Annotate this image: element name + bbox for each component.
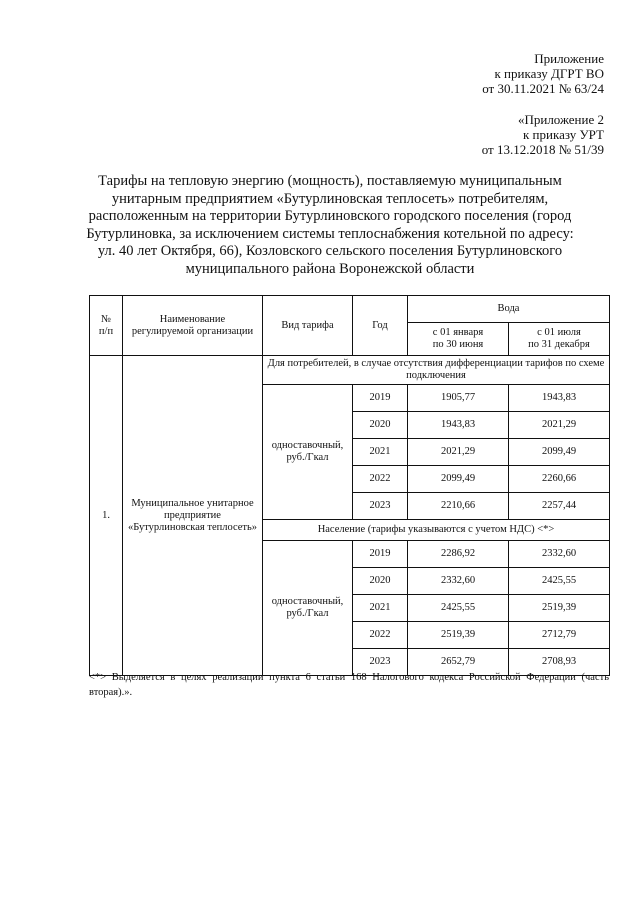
value-cell: 2099,49	[408, 466, 509, 493]
value-cell: 2021,29	[509, 412, 610, 439]
value-cell: 2708,93	[509, 649, 610, 676]
col-header-org: Наименование регулируемой организации	[123, 296, 263, 356]
appendix-original-header	[482, 112, 604, 157]
tariff-type: одноставочный, руб./Гкал	[263, 541, 353, 676]
value-cell: 2425,55	[509, 568, 610, 595]
value-cell: 2519,39	[509, 595, 610, 622]
value-cell: 2332,60	[509, 541, 610, 568]
title-line: Тарифы на тепловую энергию (мощность), поставляемую муниципальным	[98, 173, 562, 189]
year-cell: 2023	[353, 649, 408, 676]
year-cell: 2021	[353, 595, 408, 622]
header-line: к приказу УРТ	[522, 127, 604, 142]
col-header-number: № п/п	[90, 296, 123, 356]
value-cell: 1905,77	[408, 385, 509, 412]
col-header-period-2: с 01 июля по 31 декабря	[509, 323, 610, 356]
year-cell: 2023	[353, 493, 408, 520]
value-cell: 2210,66	[408, 493, 509, 520]
year-cell: 2022	[353, 622, 408, 649]
year-cell: 2020	[353, 412, 408, 439]
section-heading: Для потребителей, в случае отсутствия дифференциации тарифов по схеме подключения	[263, 356, 610, 385]
year-cell: 2020	[353, 568, 408, 595]
value-cell: 2712,79	[509, 622, 610, 649]
title-line: расположенным на территории Бутурлиновского городского поселения (город	[88, 208, 572, 224]
header-line: от 13.12.2018 № 51/39	[481, 142, 604, 157]
value-cell: 2099,49	[509, 439, 610, 466]
year-cell: 2021	[353, 439, 408, 466]
col-header-period-1: с 01 января по 30 июня	[408, 323, 509, 356]
value-cell: 2021,29	[408, 439, 509, 466]
value-cell: 2519,39	[408, 622, 509, 649]
appendix-header	[482, 51, 604, 96]
value-cell: 2286,92	[408, 541, 509, 568]
value-cell: 1943,83	[509, 385, 610, 412]
section-heading: Население (тарифы указываются с учетом НДС) <*>	[263, 520, 610, 541]
title-line: Бутурлиновка, за исключением системы теплоснабжения котельной по адресу:	[86, 225, 574, 242]
year-cell: 2022	[353, 466, 408, 493]
value-cell: 1943,83	[408, 412, 509, 439]
col-header-tariff-type: Вид тарифа	[263, 296, 353, 356]
row-number: 1.	[90, 356, 123, 676]
title-line: ул. 40 лет Октября, 66), Козловского сельского поселения Бутурлиновского	[97, 243, 563, 259]
tariff-type: одноставочный, руб./Гкал	[263, 385, 353, 520]
organization-name: Муниципальное унитарное предприятие «Бутурлиновская теплосеть»	[123, 356, 263, 676]
value-cell: 2652,79	[408, 649, 509, 676]
tariff-table	[89, 295, 610, 676]
header-line: Приложение	[534, 51, 604, 66]
value-cell: 2425,55	[408, 595, 509, 622]
col-header-year: Год	[353, 296, 408, 356]
title-line: муниципального района Воронежской области	[185, 260, 475, 277]
footnote: <*> Выделяется в целях реализации пункта 6 статьи 168 Налогового кодекса Российской Федерации (часть вторая).».	[89, 672, 609, 698]
year-cell: 2019	[353, 385, 408, 412]
value-cell: 2260,66	[509, 466, 610, 493]
header-line: «Приложение 2	[517, 112, 604, 127]
value-cell: 2257,44	[509, 493, 610, 520]
title-line: унитарным предприятием «Бутурлиновская теплосеть» потребителям,	[111, 190, 549, 207]
header-line: к приказу ДГРТ ВО	[494, 66, 604, 81]
value-cell: 2332,60	[408, 568, 509, 595]
header-line: от 30.11.2021 № 63/24	[482, 81, 604, 96]
year-cell: 2019	[353, 541, 408, 568]
col-header-water: Вода	[408, 296, 610, 323]
document-title	[80, 173, 580, 278]
